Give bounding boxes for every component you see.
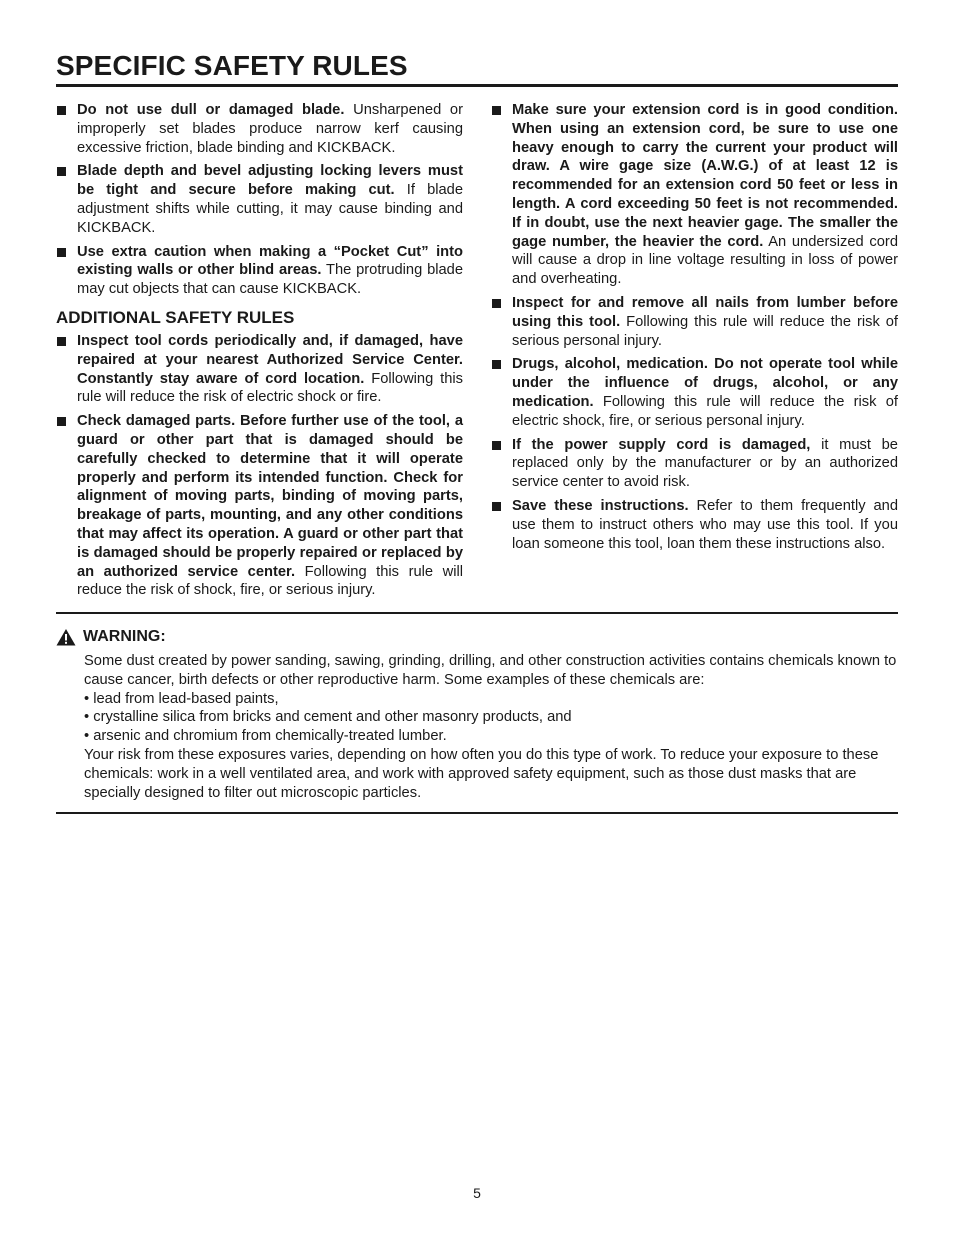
square-bullet-icon bbox=[57, 337, 66, 346]
square-bullet-icon bbox=[57, 248, 66, 257]
rule-item bbox=[56, 101, 463, 157]
right-column bbox=[491, 101, 898, 558]
rule-bold-text: Save these instructions. bbox=[512, 497, 689, 514]
rule-item bbox=[491, 436, 898, 492]
rule-bold-text: Use extra caution when making a “Pocket Cut” into existing walls or other blind areas. bbox=[77, 243, 463, 279]
warning-box bbox=[56, 626, 898, 802]
warning-outro: Your risk from these exposures varies, depending on how often you do this type of work. To reduce your exposure to these chemicals: work in a well ventilated area, and work with approved safety equipment, such as those dust masks that are specially designed to filter out microscopic particles. bbox=[84, 746, 879, 801]
rule-text: Unsharpened or improperly set blades produce narrow kerf causing excessive friction, blade binding and KICKBACK. bbox=[77, 102, 463, 156]
rule-text: If blade adjustment shifts while cutting, it may cause binding and KICKBACK. bbox=[77, 182, 464, 236]
rule-item bbox=[56, 162, 463, 237]
warning-header bbox=[56, 626, 898, 648]
square-bullet-icon bbox=[492, 106, 501, 115]
warning-body bbox=[84, 652, 898, 802]
rule-text: it must be replaced only by the manufacturer or by an authorized service center to avoid risk. bbox=[512, 436, 898, 491]
additional-safety-rules-heading: ADDITIONAL SAFETY RULES bbox=[56, 307, 295, 327]
warning-label: WARNING: bbox=[83, 628, 166, 645]
title-rule bbox=[56, 84, 898, 87]
warning-list-item: • arsenic and chromium from chemically-treated lumber. bbox=[84, 728, 447, 745]
warning-bottom-divider bbox=[56, 812, 898, 814]
warning-triangle-icon bbox=[56, 628, 76, 646]
rule-item bbox=[491, 101, 898, 289]
rule-item bbox=[56, 412, 463, 600]
rule-text: Following this rule will reduce the risk of serious personal injury. bbox=[512, 313, 898, 349]
rule-item bbox=[56, 243, 463, 299]
square-bullet-icon bbox=[492, 441, 501, 450]
rule-item bbox=[491, 294, 898, 350]
warning-list-item: • lead from lead-based paints, bbox=[84, 690, 279, 707]
warning-top-divider bbox=[56, 612, 898, 614]
rule-text: Following this rule will reduce the risk of electric shock, fire, or serious personal injury. bbox=[512, 393, 898, 429]
square-bullet-icon bbox=[492, 299, 501, 308]
square-bullet-icon bbox=[492, 360, 501, 369]
warning-list-item: • crystalline silica from bricks and cement and other masonry products, and bbox=[84, 709, 572, 726]
rule-bold-text: Check damaged parts. Before further use of the tool, a guard or other part that is damaged should be carefully checked to determine that it will operate properly and perform its intended function. Check for alignment of moving parts, binding of moving parts, breakage of parts, mounting, and any other conditions that may affect its operation. A guard or other part that is damaged should be properly repaired or replaced by an authorized service center. bbox=[77, 413, 463, 580]
rule-text: Following this rule will reduce the risk of electric shock or fire. bbox=[77, 370, 463, 406]
page-number: 5 bbox=[473, 1185, 481, 1201]
rule-bold-text: Drugs, alcohol, medication. Do not operate tool while under the influence of drugs, alcohol, or any medication. bbox=[512, 356, 898, 410]
square-bullet-icon bbox=[57, 417, 66, 426]
left-column bbox=[56, 101, 463, 605]
rule-bold-text: Inspect for and remove all nails from lumber before using this tool. bbox=[512, 294, 898, 330]
square-bullet-icon bbox=[57, 106, 66, 115]
page-title: SPECIFIC SAFETY RULES bbox=[56, 50, 408, 81]
rule-bold-text: Blade depth and bevel adjusting locking levers must be tight and secure before making cut. bbox=[77, 163, 463, 199]
rule-bold-text: If the power supply cord is damaged, bbox=[512, 436, 811, 453]
square-bullet-icon bbox=[57, 167, 66, 176]
square-bullet-icon bbox=[492, 502, 501, 511]
rule-text: Refer to them frequently and use them to instruct others who may use this tool. If you loan someone this tool, loan them these instructions also. bbox=[512, 497, 898, 552]
warning-intro: Some dust created by power sanding, sawing, grinding, drilling, and other construction activities contains chemicals known to cause cancer, birth defects or other reproductive harm. Some examples of these chemicals are: bbox=[84, 653, 897, 688]
rule-bold-text: Do not use dull or damaged blade. bbox=[77, 102, 345, 118]
rule-text: The protruding blade may cut objects that can cause KICKBACK. bbox=[77, 262, 464, 298]
rule-item bbox=[491, 497, 898, 553]
rule-text: Following this rule will reduce the risk of shock, fire, or serious injury. bbox=[77, 563, 463, 599]
rule-bold-text: Inspect tool cords periodically and, if damaged, have repaired at your nearest Authorized Service Center. Constantly stay aware of cord location. bbox=[77, 332, 463, 387]
rule-item bbox=[491, 355, 898, 430]
rule-text: An undersized cord will cause a drop in line voltage resulting in loss of power and overheating. bbox=[512, 233, 898, 288]
rule-bold-text: Make sure your extension cord is in good condition. When using an extension cord, be sure to use one heavy enough to carry the current your product will draw. A wire gage size (A.W.G.) of at least 12 is recommended for an extension cord 50 feet or less in length. A cord exceeding 50 feet is not recommended. If in doubt, use the next heavier gage. The smaller the gage number, the heavier the cord. bbox=[512, 102, 898, 250]
rule-item bbox=[56, 332, 463, 407]
